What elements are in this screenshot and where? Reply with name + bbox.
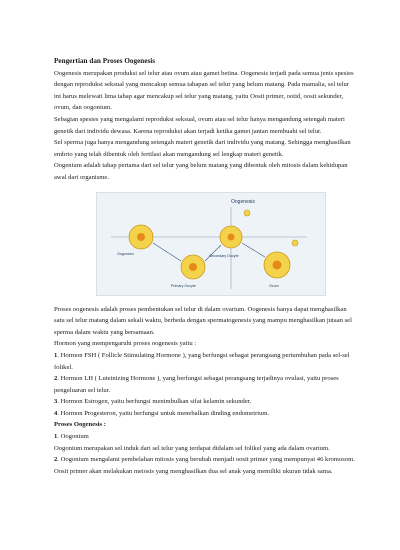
polar-body <box>292 240 298 246</box>
process-paragraph: Proses oogenesis adalah proses pembentukan sel telur di dalam ovarium. Oogenesis hanya dapat menghasilkan satu sel telur matang dalam sekali waktu, berbeda dengan spermatogenesis yang mampu menghasilkan jutaan sel sperma dalam waktu yang bersamaan. <box>54 305 352 336</box>
label-secondary-oocyte: Secondary Oocyte <box>209 253 239 258</box>
hormone-item-4 <box>54 408 356 420</box>
hormone-item-3 <box>54 396 356 408</box>
intro-paragraph-2: Sebagian spesies yang mengalami reproduksi seksual, ovum atau sel telur hanya mengandung setengah materi genetik dari individu dewasa. Karena reproduksi akan terjadi ketika gamet jantan membuahi sel telur. <box>54 115 345 135</box>
cell-nucleus <box>228 233 235 240</box>
cell-nucleus <box>189 263 197 271</box>
hormone-text: . Hormon LH ( Luteinizing Hormone ), yang berfungsi sebagai perangsang terjadinya ovulasi, yaitu proses pengeluaran sel telur. <box>54 375 339 394</box>
intro-paragraph-4: Oogenium adalah tahap pertama dari sel telur yang belum matang yang dibentuk oleh mitosis dalam kehidupan awal dari organisme. <box>54 162 348 181</box>
arrow <box>242 243 265 257</box>
label-ovum: Ovum <box>269 283 279 288</box>
document-heading: Pengertian dan Proses Oogenesis <box>54 57 156 65</box>
label-primary-oocyte: Primary Oocyte <box>171 283 196 288</box>
step-item-1 <box>54 431 356 443</box>
step-item-2 <box>54 454 356 477</box>
hormone-number: 3 <box>54 398 58 406</box>
arrow <box>153 243 181 261</box>
intro-paragraph-1: Oogenesis merupakan produksi sel telur atau ovum atau gamet betina. Oogenesis terjadi pada semua jenis spesies dengan reproduksi seksual yang mencakup semua tahapan sel telur yang belum matang. Pada mamalia, sel telur ini harus melewati lima tahap agar mencakup sel telur yang matang, yaitu Oosit primer, ootid, oosit sekunder, ovum, dan oogonium. <box>54 69 354 112</box>
oogenesis-diagram-graphic <box>97 193 325 295</box>
hormone-number: 1 <box>54 351 58 359</box>
hormone-text: . Hormon FSH ( Follicle Stimulating Hormone ), yang berfungsi sebagai perangsang pertumbuhan pada sel-sel folikel. <box>54 351 350 371</box>
figure-caption: Oogenesis <box>231 198 255 205</box>
hormone-text: . Hormon Estrogen, yaitu berfungsi menimbulkan sifat kelamin sekunder. <box>57 398 252 406</box>
step-text: . Oogonium <box>57 433 89 441</box>
hormone-number: 2 <box>54 375 58 383</box>
cell-nucleus <box>273 260 282 269</box>
hormone-text: . Hormon Progesteron, yaitu berfungsi untuk menebalkan dinding endometrium. <box>57 409 270 417</box>
process-heading: Proses Oogenesis : <box>54 421 106 429</box>
intro-paragraph-3: Sel sperma juga hanya mengandung setengah materi genetik dari individu yang matang. Sehingga menghasilkan embrio yang telah dibentuk oleh fertilasi akan mengandung sel lengkap materi genetik. <box>54 139 351 158</box>
step-number: 1 <box>54 433 58 441</box>
oogenesis-diagram <box>96 192 326 296</box>
label-oogonium: Oogonium <box>117 251 134 256</box>
hormone-number: 4 <box>54 409 58 417</box>
step-description: Oogonium merupakan sel induk dari sel telur yang terdapat didalam sel folikel yang ada dalam ovarium. <box>54 444 330 452</box>
polar-body <box>244 210 250 216</box>
arrow <box>205 245 221 261</box>
step-number: 2 <box>54 456 58 464</box>
step-text: . Oogonium mengalami pembelahan mitosis yang berubah menjadi oosit primer yang mempunyai 46 kromosom. Oosit primer akan melakukan meiosis yang menghasilkan dua sel anak yang memiliki ukuran tidak sama. <box>54 456 355 475</box>
hormone-item-1 <box>54 350 356 373</box>
hormone-item-2 <box>54 373 356 396</box>
cell-nucleus <box>137 233 145 241</box>
hormones-intro: Hormon yang mempengaruhi proses oogenesis yaitu : <box>54 340 197 348</box>
